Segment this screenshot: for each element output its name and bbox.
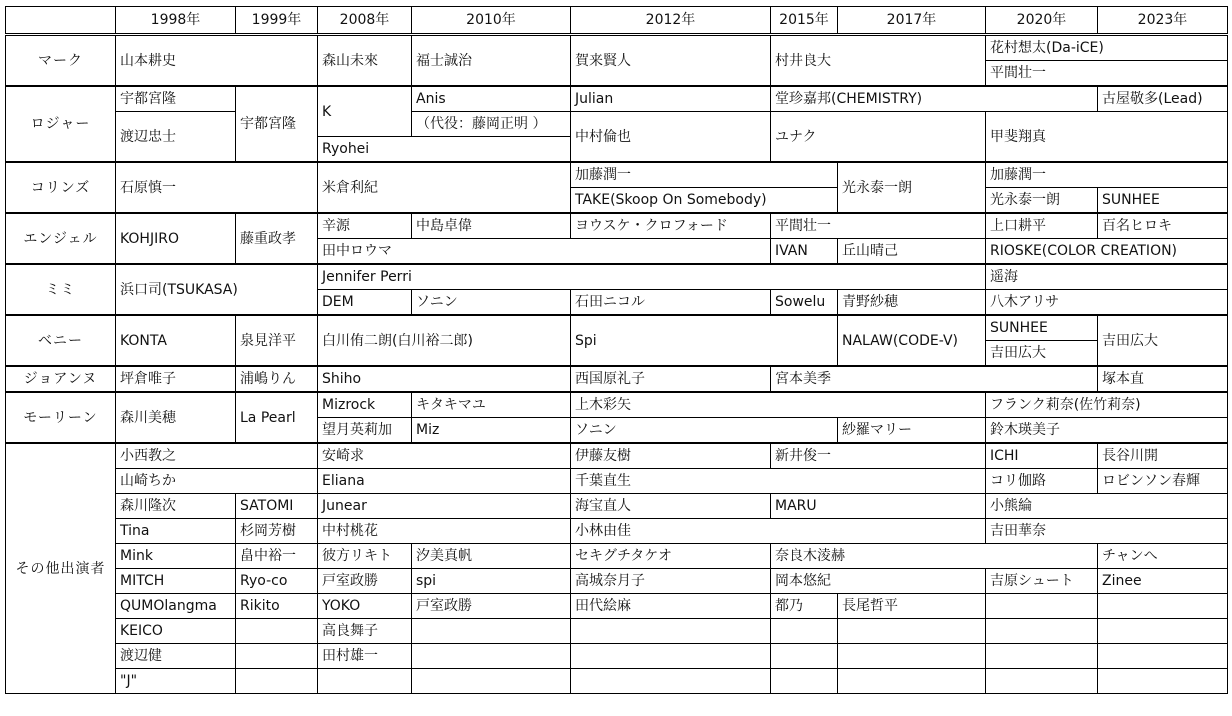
cast-cell: 石田ニコル	[571, 290, 771, 316]
cast-cell	[838, 644, 986, 669]
cast-cell: SATOMI	[236, 494, 318, 519]
cast-cell: ヨウスケ・クロフォード	[571, 213, 771, 239]
cast-cell: 望月英莉加	[318, 418, 412, 444]
cast-cell: 堂珍嘉邦(CHEMISTRY)	[771, 86, 1098, 112]
cast-cell: 八木アリサ	[986, 290, 1228, 316]
cast-cell	[236, 619, 318, 644]
role-cell: ミミ	[6, 264, 116, 315]
cast-cell	[1098, 619, 1228, 644]
cast-table	[5, 6, 1228, 694]
table-row	[6, 213, 1228, 239]
cast-cell: IVAN	[771, 239, 838, 265]
cast-cell: 高良舞子	[318, 619, 412, 644]
cast-cell: 渡辺健	[116, 644, 236, 669]
cast-cell	[412, 669, 571, 694]
cast-cell: 山本耕史	[116, 35, 318, 87]
cast-cell: 宇都宮隆	[236, 86, 318, 162]
role-cell: マーク	[6, 35, 116, 87]
role-cell: モーリーン	[6, 392, 116, 443]
cast-cell: 長尾哲平	[838, 594, 986, 619]
cast-cell: 古屋敬多(Lead)	[1098, 86, 1228, 112]
cast-cell: 宇都宮隆	[116, 86, 236, 112]
cast-cell: Rikito	[236, 594, 318, 619]
cast-cell: 白川侑二朗(白川裕二郎)	[318, 315, 571, 366]
cast-cell: Mizrock	[318, 392, 412, 418]
table-row	[6, 519, 1228, 544]
cast-cell: コリ伽路	[986, 469, 1098, 494]
cast-cell: セキグチタケオ	[571, 544, 771, 569]
cast-cell	[1098, 594, 1228, 619]
cast-cell: MARU	[771, 494, 986, 519]
cast-cell: 中島卓偉	[412, 213, 571, 239]
cast-cell: 新井俊一	[771, 443, 986, 469]
cast-cell: TAKE(Skoop On Somebody)	[571, 188, 838, 214]
cast-cell	[412, 619, 571, 644]
cast-cell: Spi	[571, 315, 838, 366]
cast-cell: 森山未來	[318, 35, 412, 87]
cast-cell: DEM	[318, 290, 412, 316]
table-row	[6, 315, 1228, 341]
table-row	[6, 86, 1228, 112]
table-row	[6, 35, 1228, 61]
table-row	[6, 469, 1228, 494]
cast-cell	[571, 619, 771, 644]
year-header: 2023年	[1098, 7, 1228, 35]
cast-cell: 辛源	[318, 213, 412, 239]
cast-cell: 長谷川開	[1098, 443, 1228, 469]
cast-cell: MITCH	[116, 569, 236, 594]
cast-cell: 上口耕平	[986, 213, 1098, 239]
year-header: 1999年	[236, 7, 318, 35]
table-row	[6, 494, 1228, 519]
cast-cell: 泉見洋平	[236, 315, 318, 366]
year-header: 2015年	[771, 7, 838, 35]
cast-cell: SUNHEE	[986, 315, 1098, 341]
cast-cell: 田中ロウマ	[318, 239, 771, 265]
cast-cell	[571, 644, 771, 669]
cast-cell: 鈴木瑛美子	[986, 418, 1228, 444]
cast-table-body	[6, 35, 1228, 694]
cast-cell: 戸室政勝	[412, 594, 571, 619]
cast-cell: 石原慎一	[116, 162, 318, 213]
cast-cell: 海宝直人	[571, 494, 771, 519]
cast-cell: KOHJIRO	[116, 213, 236, 264]
cast-cell: Junear	[318, 494, 571, 519]
cast-cell: 田代絵麻	[571, 594, 771, 619]
cast-cell	[771, 619, 838, 644]
cast-cell: フランク莉奈(佐竹莉奈)	[986, 392, 1228, 418]
cast-cell: 賀来賢人	[571, 35, 771, 87]
cast-cell: 小林由佳	[571, 519, 986, 544]
cast-cell: ユナク	[771, 112, 986, 163]
cast-cell	[236, 644, 318, 669]
cast-cell: 吉田広大	[1098, 315, 1228, 366]
cast-cell: 宮本美季	[771, 366, 1098, 392]
cast-cell: 戸室政勝	[318, 569, 412, 594]
cast-cell: SUNHEE	[1098, 188, 1228, 214]
cast-cell: ソニン	[412, 290, 571, 316]
cast-cell: NALAW(CODE-V)	[838, 315, 986, 366]
cast-cell: 吉田広大	[986, 341, 1098, 367]
cast-cell: 高城奈月子	[571, 569, 771, 594]
cast-cell: spi	[412, 569, 571, 594]
cast-cell: ロビンソン春輝	[1098, 469, 1228, 494]
role-cell: コリンズ	[6, 162, 116, 213]
cast-cell: 平間壮一	[986, 61, 1228, 87]
table-row	[6, 162, 1228, 188]
role-cell: その他出演者	[6, 443, 116, 694]
cast-cell: ICHI	[986, 443, 1098, 469]
cast-cell: 奈良木淩赫	[771, 544, 1098, 569]
cast-cell: 坪倉唯子	[116, 366, 236, 392]
table-row	[6, 443, 1228, 469]
cast-cell	[412, 644, 571, 669]
role-cell: エンジェル	[6, 213, 116, 264]
header-corner	[6, 7, 116, 35]
cast-cell: 吉原シュート	[986, 569, 1098, 594]
table-row	[6, 669, 1228, 694]
cast-cell: 岡本悠紀	[771, 569, 986, 594]
cast-cell: 加藤潤一	[986, 162, 1228, 188]
cast-cell: Julian	[571, 86, 771, 112]
cast-cell: RIOSKE(COLOR CREATION)	[986, 239, 1228, 265]
table-row	[6, 594, 1228, 619]
cast-cell: Tina	[116, 519, 236, 544]
cast-cell: Zinee	[1098, 569, 1228, 594]
cast-cell: 花村想太(Da-iCE)	[986, 35, 1228, 61]
role-cell: ロジャー	[6, 86, 116, 162]
cast-cell: 小熊綸	[986, 494, 1228, 519]
table-row	[6, 644, 1228, 669]
cast-cell: 浦嶋りん	[236, 366, 318, 392]
cast-cell: 福士誠治	[412, 35, 571, 87]
year-header: 2017年	[838, 7, 986, 35]
table-row	[6, 264, 1228, 290]
cast-cell: 小西教之	[116, 443, 318, 469]
cast-cell	[986, 669, 1098, 694]
cast-cell: 藤重政孝	[236, 213, 318, 264]
cast-cell: 光永泰一朗	[986, 188, 1098, 214]
cast-cell: 丘山晴己	[838, 239, 986, 265]
cast-cell	[771, 669, 838, 694]
table-row	[6, 366, 1228, 392]
cast-cell: 加藤潤一	[571, 162, 838, 188]
cast-cell: 米倉利紀	[318, 162, 571, 213]
cast-cell: チャンへ	[1098, 544, 1228, 569]
cast-cell: 伊藤友樹	[571, 443, 771, 469]
cast-cell	[986, 644, 1098, 669]
cast-cell: 青野紗穂	[838, 290, 986, 316]
cast-cell: 汐美真帆	[412, 544, 571, 569]
cast-cell: 千葉直生	[571, 469, 986, 494]
cast-cell: 田村雄一	[318, 644, 412, 669]
table-row	[6, 544, 1228, 569]
cast-cell: 森川隆次	[116, 494, 236, 519]
cast-cell: Jennifer Perri	[318, 264, 986, 290]
cast-cell: Eliana	[318, 469, 571, 494]
year-header: 2012年	[571, 7, 771, 35]
cast-cell: 杉岡芳樹	[236, 519, 318, 544]
cast-cell: 平間壮一	[771, 213, 986, 239]
year-header: 1998年	[116, 7, 236, 35]
cast-cell: 紗羅マリー	[838, 418, 986, 444]
cast-cell: 西国原礼子	[571, 366, 771, 392]
role-cell: ジョアンヌ	[6, 366, 116, 392]
cast-cell: 彼方リキト	[318, 544, 412, 569]
cast-cell: 山崎ちか	[116, 469, 318, 494]
cast-cell	[1098, 644, 1228, 669]
cast-cell: QUMOlangma	[116, 594, 236, 619]
cast-cell: 村井良大	[771, 35, 986, 87]
cast-cell: 中村桃花	[318, 519, 571, 544]
table-row	[6, 392, 1228, 418]
cast-cell: 上木彩矢	[571, 392, 986, 418]
cast-cell: Anis	[412, 86, 571, 112]
cast-cell: 安崎求	[318, 443, 571, 469]
cast-cell: KEICO	[116, 619, 236, 644]
cast-cell	[236, 669, 318, 694]
cast-cell: 中村倫也	[571, 112, 771, 163]
cast-cell: 畠中裕一	[236, 544, 318, 569]
cast-cell: 光永泰一朗	[838, 162, 986, 213]
cast-cell	[771, 644, 838, 669]
cast-cell: 遥海	[986, 264, 1228, 290]
cast-cell: Ryo-co	[236, 569, 318, 594]
cast-cell: KONTA	[116, 315, 236, 366]
cast-cell	[838, 669, 986, 694]
cast-cell: Ryohei	[318, 137, 571, 163]
table-row	[6, 619, 1228, 644]
cast-cell: Shiho	[318, 366, 571, 392]
cast-cell: YOKO	[318, 594, 412, 619]
cast-cell: ソニン	[571, 418, 838, 444]
table-row	[6, 112, 1228, 137]
cast-cell	[318, 669, 412, 694]
cast-cell	[986, 594, 1098, 619]
cast-cell: キタキマユ	[412, 392, 571, 418]
year-header: 2020年	[986, 7, 1098, 35]
cast-cell: "J"	[116, 669, 236, 694]
cast-cell: 吉田華奈	[986, 519, 1228, 544]
cast-cell: 甲斐翔真	[986, 112, 1228, 163]
year-header: 2010年	[412, 7, 571, 35]
cast-cell	[986, 619, 1098, 644]
cast-cell: （代役：藤岡正明 ）	[412, 112, 571, 137]
cast-cell: 百名ヒロキ	[1098, 213, 1228, 239]
cast-cell: 都乃	[771, 594, 838, 619]
cast-cell	[838, 619, 986, 644]
cast-cell: 渡辺忠士	[116, 112, 236, 163]
cast-cell	[1098, 669, 1228, 694]
role-cell: ベニー	[6, 315, 116, 366]
header-row	[6, 7, 1228, 35]
table-row	[6, 569, 1228, 594]
cast-cell: La Pearl	[236, 392, 318, 443]
cast-cell: Sowelu	[771, 290, 838, 316]
cast-cell: 塚本直	[1098, 366, 1228, 392]
cast-cell: Mink	[116, 544, 236, 569]
cast-cell: 森川美穂	[116, 392, 236, 443]
cast-cell: 浜口司(TSUKASA)	[116, 264, 318, 315]
cast-cell: K	[318, 86, 412, 137]
year-header: 2008年	[318, 7, 412, 35]
cast-cell: Miz	[412, 418, 571, 444]
cast-cell	[571, 669, 771, 694]
